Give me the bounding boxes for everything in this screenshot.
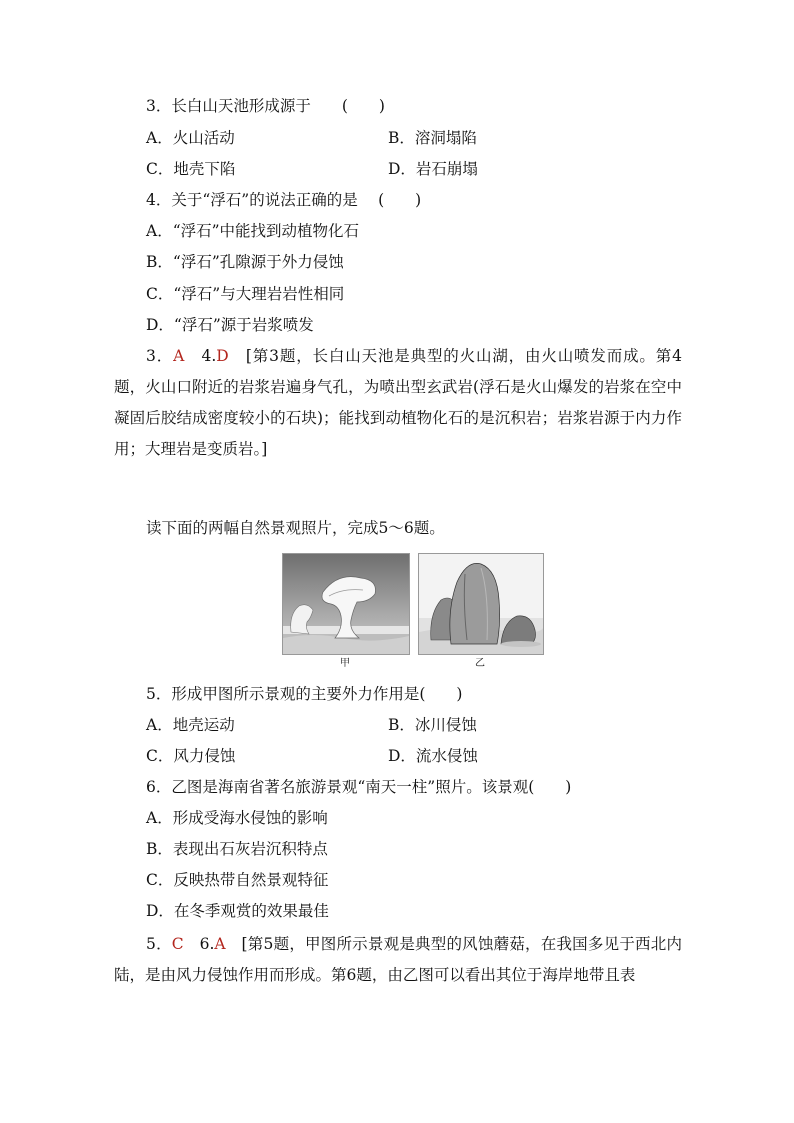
q6-option-d: D．在冬季观赏的效果最佳 xyxy=(146,902,329,920)
q5-option-d: D．流水侵蚀 xyxy=(388,747,478,765)
q5-option-a: A．地壳运动 xyxy=(146,716,235,734)
q3-stem: 3．长白山天池形成源于 ( ) xyxy=(146,97,385,115)
q4-option-d: D．“浮石”源于岩浆喷发 xyxy=(146,316,314,334)
q3-option-a: A．火山活动 xyxy=(146,129,235,147)
q6-option-a: A．形成受海水侵蚀的影响 xyxy=(146,809,328,827)
q3-option-d: D．岩石崩塌 xyxy=(388,160,478,178)
q6-option-c: C．反映热带自然景观特征 xyxy=(146,871,329,889)
photo-yi-nantianyizhu xyxy=(418,553,544,655)
q6-stem: 6．乙图是海南省著名旅游景观“南天一柱”照片。该景观( ) xyxy=(146,778,572,796)
intro-text: 读下面的两幅自然景观照片，完成5～6题。 xyxy=(146,519,445,537)
q4-option-c: C．“浮石”与大理岩岩性相同 xyxy=(146,285,345,303)
answer-3-4-explanation: [第3题，长白山天池是典型的火山湖，由火山喷发而成。第4题，火山口附近的岩浆岩遍身气孔，为喷出型玄武岩(浮石是火山爆发的岩浆在空中凝固后胶结成密度较小的石块)；能找到动植物化石的是沉积岩；岩浆岩源于内力作用；大理岩是变质岩。] xyxy=(114,347,682,458)
q3-option-c: C．地壳下陷 xyxy=(146,160,236,178)
answer-3-number: 3． xyxy=(146,347,174,365)
photo-jia-mushroom-rock xyxy=(282,553,410,655)
answer-6-number: 6. xyxy=(199,935,215,953)
answer-5-number: 5． xyxy=(146,935,172,953)
answer-3-4 xyxy=(114,341,682,465)
photo-jia-caption: 甲 xyxy=(340,658,350,669)
answer-5-6 xyxy=(114,929,682,991)
answer-3-letter: A xyxy=(173,347,185,365)
answer-5-letter: C xyxy=(171,935,184,953)
answer-4-letter: D xyxy=(216,347,229,365)
q4-stem: 4．关于“浮石”的说法正确的是 ( ) xyxy=(146,191,422,209)
photo-yi-caption: 乙 xyxy=(475,658,485,669)
answer-4-number: 4. xyxy=(201,347,217,365)
q4-option-b: B．“浮石”孔隙源于外力侵蚀 xyxy=(146,253,344,271)
mushroom-rock-image xyxy=(283,554,409,654)
q3-option-b: B．溶洞塌陷 xyxy=(388,129,477,147)
q6-option-b: B．表现出石灰岩沉积特点 xyxy=(146,840,328,858)
q4-option-a: A．“浮石”中能找到动植物化石 xyxy=(146,222,360,240)
q5-option-b: B．冰川侵蚀 xyxy=(388,716,477,734)
answer-6-letter: A xyxy=(214,935,226,953)
answer-5-6-explanation: [第5题，甲图所示景观是典型的风蚀蘑菇，在我国多见于西北内陆，是由风力侵蚀作用而形成。第6题，由乙图可以看出其位于海岸地带且表 xyxy=(114,935,682,984)
q5-stem: 5．形成甲图所示景观的主要外力作用是( ) xyxy=(146,685,463,703)
pillar-rock-image xyxy=(419,554,543,654)
q5-option-c: C．风力侵蚀 xyxy=(146,747,236,765)
